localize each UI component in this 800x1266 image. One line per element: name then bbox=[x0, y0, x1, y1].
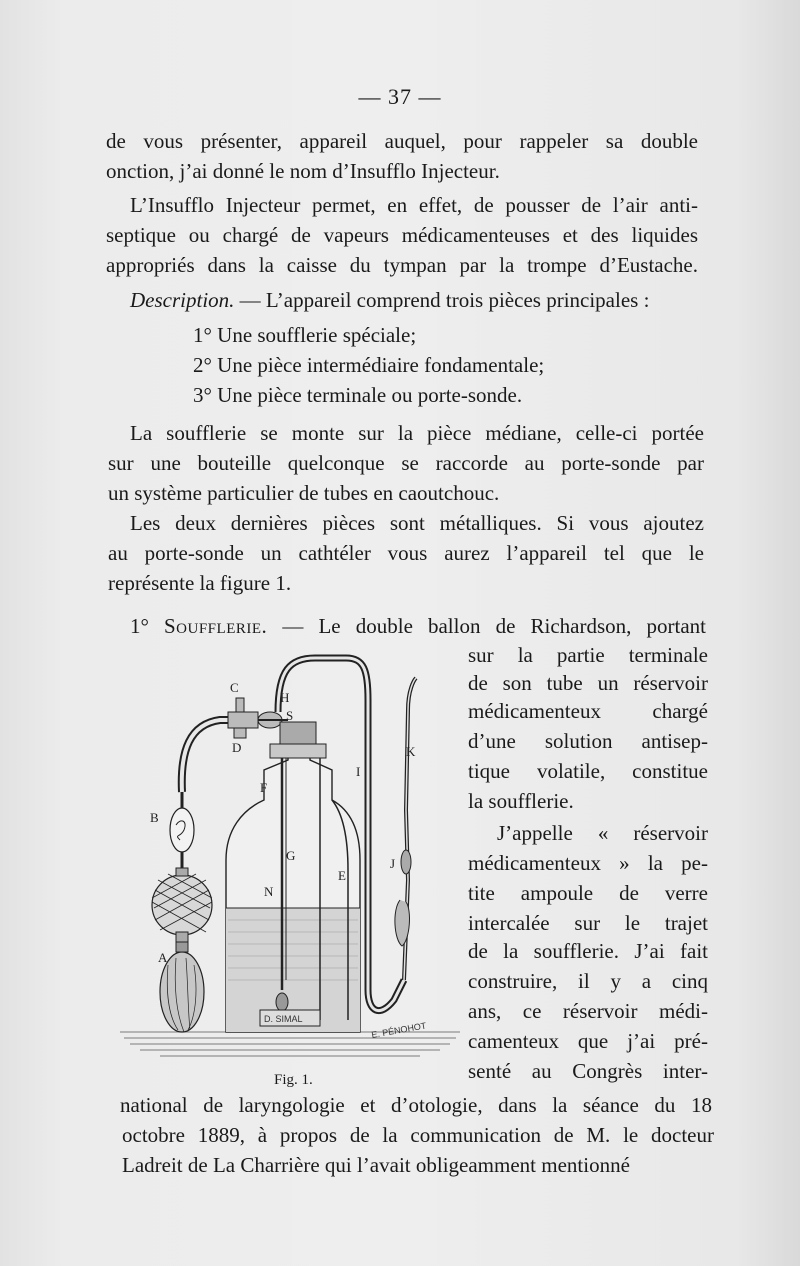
text-line: tite ampoule de verre bbox=[468, 881, 708, 905]
probe-holder bbox=[395, 678, 416, 980]
label-F: F bbox=[260, 780, 268, 795]
label-D: D bbox=[232, 740, 242, 755]
text-line: de son tube un réservoir bbox=[468, 671, 708, 695]
label-J: J bbox=[390, 856, 396, 871]
text-line bbox=[130, 287, 649, 313]
list-item: 3° Une pièce terminale ou porte-sonde. bbox=[193, 383, 523, 407]
text-line: médicamenteux » la pe- bbox=[468, 851, 708, 875]
text-line: appropriés dans la caisse du tympan par la trompe d’Eustache. bbox=[106, 253, 698, 277]
text-line: un système particulier de tubes en caoutchouc. bbox=[108, 481, 500, 505]
label-S: S bbox=[286, 708, 294, 723]
label-K: K bbox=[406, 744, 416, 759]
figure-caption: Fig. 1. bbox=[274, 1072, 313, 1088]
medication-reservoir bbox=[170, 790, 194, 868]
text-line: Ladreit de La Charrière qui l’avait obligeamment mentionné bbox=[122, 1153, 630, 1177]
label-I: I bbox=[356, 764, 361, 779]
text-line: construire, il y a cinq bbox=[468, 969, 708, 993]
description-heading: Description. bbox=[130, 288, 235, 312]
text-line: tique volatile, constitue bbox=[468, 759, 708, 783]
label-H: H bbox=[280, 690, 290, 705]
air-tube bbox=[182, 720, 230, 792]
text-line: camenteux que j’ai pré- bbox=[468, 1029, 708, 1053]
text-line: la soufflerie. bbox=[468, 789, 574, 813]
section-number: 1° bbox=[130, 614, 164, 638]
text-line: médicamenteux chargé bbox=[468, 699, 708, 723]
text-line: de vous présenter, appareil auquel, pour rappeler sa double bbox=[106, 129, 698, 153]
text-line: intercalée sur le trajet bbox=[468, 911, 708, 935]
text-line bbox=[130, 613, 706, 639]
text-line: octobre 1889, à propos de la communication de M. le docteur bbox=[122, 1123, 714, 1147]
list-item: 2° Une pièce intermédiaire fondamentale; bbox=[193, 353, 545, 377]
text-line: sur la partie terminale bbox=[468, 643, 708, 667]
text-line: J’appelle « réservoir bbox=[497, 821, 708, 845]
apparatus-figure bbox=[110, 640, 470, 1070]
text-line: La soufflerie se monte sur la pièce médiane, celle-ci portée bbox=[130, 421, 704, 445]
text-line: L’Insufflo Injecteur permet, en effet, de pousser de l’air anti- bbox=[130, 193, 698, 217]
ground-hatching bbox=[120, 1032, 460, 1056]
text-line: d’une solution antisep- bbox=[468, 729, 708, 753]
bottle-maker-label: D. SIMAL bbox=[264, 1014, 303, 1024]
text-line: national de laryngologie et d’otologie, dans la séance du 18 bbox=[120, 1093, 712, 1117]
text-line: Les deux dernières pièces sont métalliques. Si vous ajoutez bbox=[130, 511, 704, 535]
description-text: — L’appareil comprend trois pièces principales : bbox=[234, 288, 650, 312]
text-line: au porte-sonde un cathtéler vous aurez l’appareil tel que le bbox=[108, 541, 704, 565]
text-line: senté au Congrès inter- bbox=[468, 1059, 708, 1083]
netted-ball bbox=[152, 868, 212, 942]
text-line: de la soufflerie. J’ai fait bbox=[468, 939, 708, 963]
text-line: sur une bouteille quelconque se raccorde au porte-sonde par bbox=[108, 451, 704, 475]
text-line: septique ou chargé de vapeurs médicamenteuses et des liquides bbox=[106, 223, 698, 247]
label-G: G bbox=[286, 848, 296, 863]
list-item: 1° Une soufflerie spéciale; bbox=[193, 323, 417, 347]
text-line: onction, j’ai donné le nom d’Insufflo Injecteur. bbox=[106, 159, 500, 183]
page-number: — 37 — bbox=[358, 84, 442, 109]
text-line: ans, ce réservoir médi- bbox=[468, 999, 708, 1023]
section-heading: Soufflerie. bbox=[164, 614, 268, 638]
label-A: A bbox=[158, 950, 168, 965]
label-E: E bbox=[338, 868, 346, 883]
section-text: — Le double ballon de Richardson, portant bbox=[267, 614, 706, 638]
engraver-signature: E. PÉNOHOT bbox=[370, 1020, 428, 1040]
label-C: C bbox=[230, 680, 239, 695]
text-line: représente la figure 1. bbox=[108, 571, 292, 595]
label-B: B bbox=[150, 810, 159, 825]
label-N: N bbox=[264, 884, 274, 899]
